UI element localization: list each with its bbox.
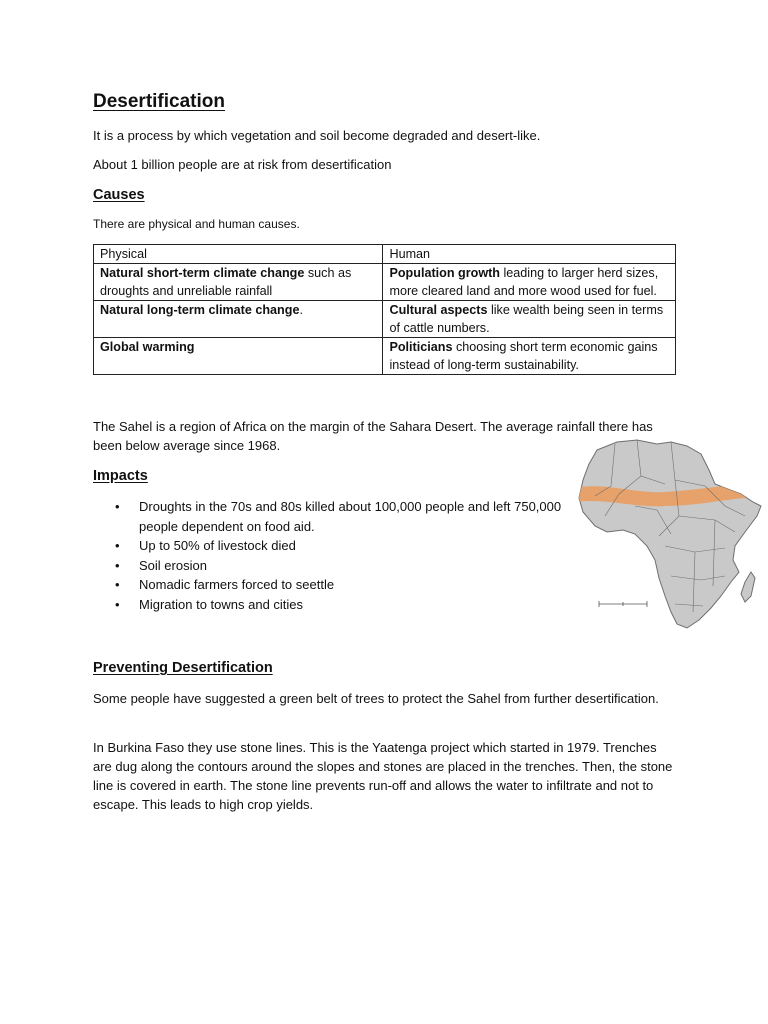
list-item: • Nomadic farmers forced to seettle [139,575,594,595]
list-item: • Migration to towns and cities [139,595,594,615]
stone-lines-text: In Burkina Faso they use stone lines. This is the Yaatenga project which started in 1979. Trenches are dug along the contours around the slopes and stones are placed in the trenches. Then, the stone line is covered in earth. The stone line prevents run-off and allows the water to infiltrate and not to escape. This leads to high crop yields. [93,740,673,812]
impacts-heading: Impacts [93,468,148,484]
table-cell-human [383,301,676,338]
table-cell-physical [94,264,383,301]
cell-text: choosing short term economic gains instead of long-term sustainability. [389,340,658,372]
cell-bold-text: Global warming [100,340,195,354]
column-header-physical: Physical [94,245,383,264]
cell-bold-text: Natural long-term climate change [100,303,300,317]
africa-landmass [579,440,761,628]
cell-bold-text: Politicians [389,340,453,354]
green-belt-text: Some people have suggested a green belt of trees to protect the Sahel from further desertification. [93,691,659,706]
cell-bold-text: Natural short-term climate change [100,266,305,280]
cell-text: such as droughts and unreliable rainfall [100,266,352,298]
causes-heading: Causes [93,187,145,203]
table-cell-human [383,338,676,375]
impacts-list [93,497,594,615]
list-item: • Droughts in the 70s and 80s killed about 100,000 people and left 750,000 people dependent on food aid. [139,497,594,536]
page-title: Desertification [93,91,225,112]
africa-sahel-map [575,436,765,632]
causes-table [93,244,676,375]
table-row [94,338,676,375]
list-item: • Up to 50% of livestock died [139,536,594,556]
list-item: • Soil erosion [139,556,594,576]
cell-bold-text: Cultural aspects [389,303,488,317]
cell-text: like wealth being seen in terms of cattle numbers. [389,303,664,335]
scale-bar [599,601,647,607]
table-header-row [94,245,676,264]
risk-text: About 1 billion people are at risk from desertification [93,157,392,172]
table-cell-physical [94,338,383,375]
cell-bold-text: Population growth [389,266,500,280]
table-row [94,301,676,338]
causes-subtext: There are physical and human causes. [93,217,300,231]
table-row [94,264,676,301]
table-cell-physical [94,301,383,338]
cell-text: . [299,303,303,317]
column-header-human: Human [383,245,676,264]
cell-text: leading to larger herd sizes, more cleared land and more wood used for fuel. [389,266,659,298]
madagascar-shape [741,572,755,602]
table-cell-human [383,264,676,301]
definition-text: It is a process by which vegetation and soil become degraded and desert-like. [93,128,541,143]
sahel-text: The Sahel is a region of Africa on the margin of the Sahara Desert. The average rainfall there has been below average since 1968. [93,419,653,453]
preventing-heading: Preventing Desertification [93,660,273,676]
